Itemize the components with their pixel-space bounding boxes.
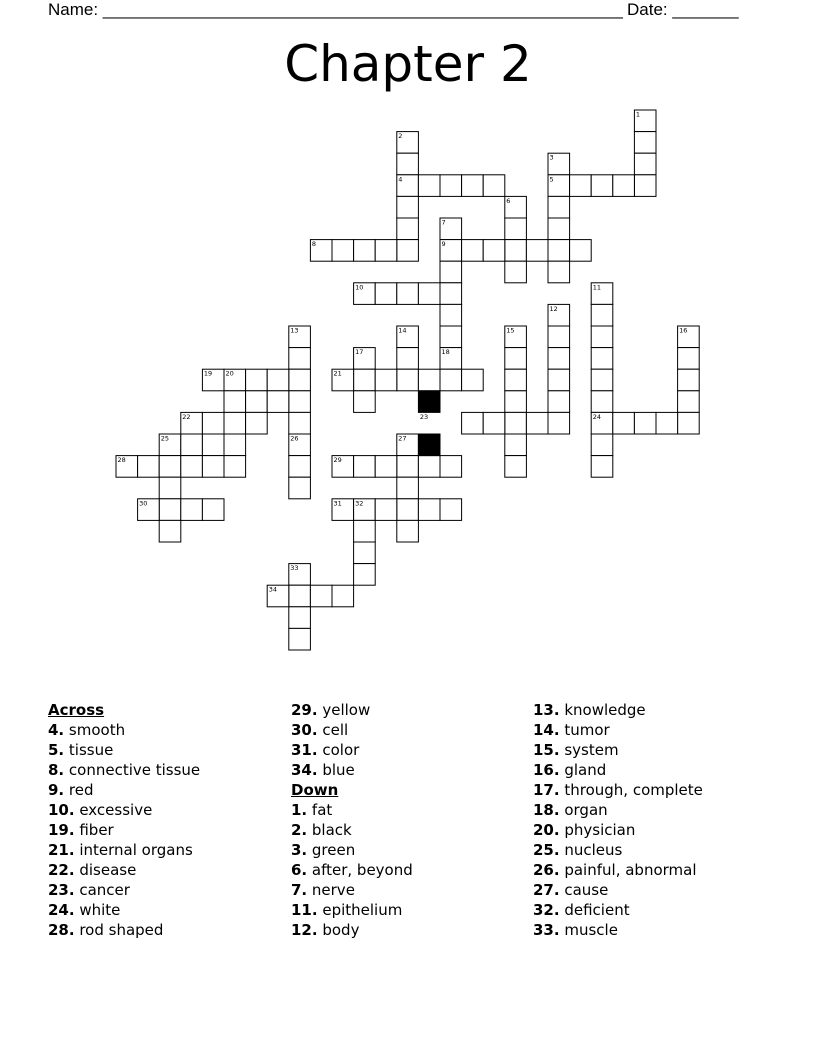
crossword-cell[interactable] [397,218,419,240]
crossword-cell[interactable] [462,412,484,434]
clue-item [291,760,413,780]
crossword-cell[interactable] [548,326,570,348]
clue-text: fiber [74,821,114,839]
crossword-cell[interactable] [375,499,397,521]
clue-text: muscle [559,921,618,939]
clue-number: 10. [48,801,75,819]
clue-number: 30. [291,721,318,739]
crossword-cell[interactable] [591,304,613,326]
clue-text: tissue [64,741,114,759]
crossword-cell[interactable] [138,456,160,478]
clue-item [48,880,200,900]
crossword-cell[interactable] [354,369,376,391]
crossword-cell[interactable] [397,348,419,370]
clue-number-label: 20 [225,369,234,378]
clue-item [48,780,200,800]
clue-number-label: 13 [290,326,299,335]
clue-number-label: 2 [398,132,403,141]
clue-number: 13. [533,701,560,719]
crossword-cell[interactable] [591,434,613,456]
crossword-cell[interactable] [570,240,592,262]
clue-text: color [317,741,360,759]
crossword-cell[interactable] [440,499,462,521]
crossword-cell[interactable] [310,585,332,607]
date-field[interactable]: Date: _______ [627,0,739,19]
crossword-cell[interactable] [505,348,527,370]
clue-number-label: 3 [549,153,554,162]
crossword-cell[interactable] [591,391,613,413]
clue-text: green [307,841,356,859]
clue-number: 31. [291,741,318,759]
crossword-cell[interactable] [440,175,462,197]
clue-item [291,720,413,740]
crossword-cell[interactable] [634,132,656,154]
clue-text: smooth [64,721,126,739]
clue-number-label: 30 [139,499,148,508]
clue-text: fat [307,801,333,819]
clue-item [48,720,200,740]
crossword-cell[interactable] [289,477,311,499]
crossword-black-cell [418,391,440,413]
clue-item [533,700,703,720]
clue-text: nucleus [559,841,623,859]
clue-number: 16. [533,761,560,779]
clue-text: through, complete [559,781,703,799]
clue-number-label: 33 [290,564,299,573]
down-heading: Down [291,781,339,799]
crossword-cell[interactable] [526,412,548,434]
crossword-cell[interactable] [505,218,527,240]
crossword-cell[interactable] [354,520,376,542]
crossword-cell[interactable] [505,240,527,262]
clue-number-label: 11 [592,283,601,292]
clue-item [291,700,413,720]
crossword-cell[interactable] [267,369,289,391]
crossword-cell[interactable] [418,283,440,305]
crossword-cell[interactable] [354,564,376,586]
clue-number: 25. [533,841,560,859]
clue-number: 4. [48,721,65,739]
page-title: Chapter 2 [284,35,532,93]
crossword-cell[interactable] [548,348,570,370]
clue-number: 19. [48,821,75,839]
clue-item [291,860,413,880]
clue-number: 12. [291,921,318,939]
crossword-cell[interactable] [289,412,311,434]
crossword-cell[interactable] [289,628,311,650]
clue-item [533,880,703,900]
clue-number-label: 29 [333,456,342,465]
clue-number: 15. [533,741,560,759]
clue-number-label: 17 [355,348,364,357]
crossword-cell[interactable] [591,348,613,370]
name-field[interactable]: Name: _______________________________________________________ [48,0,623,19]
clue-text: rod shaped [74,921,164,939]
clue-item [533,720,703,740]
crossword-cell[interactable] [397,456,419,478]
clue-text: painful, abnormal [559,861,697,879]
clue-number: 6. [291,861,308,879]
clue-item [48,900,200,920]
crossword-cell[interactable] [591,456,613,478]
crossword-cell[interactable] [440,261,462,283]
crossword-cell[interactable] [289,607,311,629]
clue-number: 1. [291,801,308,819]
clue-number-label: 16 [679,326,688,335]
crossword-cell[interactable] [505,391,527,413]
crossword-cell[interactable] [202,412,224,434]
clue-number: 5. [48,741,65,759]
clues-column-1 [48,700,200,940]
crossword-cell[interactable] [678,348,700,370]
clue-item [533,860,703,880]
crossword-cell[interactable] [159,499,181,521]
clue-text: internal organs [74,841,193,859]
crossword-cell[interactable] [397,196,419,218]
clue-number-label: 18 [441,348,450,357]
clue-number-label: 28 [117,456,126,465]
clue-number: 33. [533,921,560,939]
crossword-cell[interactable] [202,456,224,478]
crossword-cell[interactable] [440,369,462,391]
crossword-cell[interactable] [462,240,484,262]
clue-number-label: 19 [203,369,213,378]
clue-item [48,740,200,760]
crossword-cell[interactable] [224,434,246,456]
crossword-cell[interactable] [505,434,527,456]
crossword-cell[interactable] [159,456,181,478]
clue-number-label: 26 [290,434,299,443]
clue-item [533,840,703,860]
clue-number: 29. [291,701,318,719]
crossword-cell[interactable] [289,348,311,370]
crossword-cell[interactable] [289,391,311,413]
crossword-cell[interactable] [613,175,635,197]
crossword-cell[interactable] [440,304,462,326]
clue-item [533,900,703,920]
crossword-cell[interactable] [397,477,419,499]
crossword-cell[interactable] [181,456,203,478]
clue-number: 20. [533,821,560,839]
clue-item [533,780,703,800]
clue-text: knowledge [559,701,646,719]
crossword-cell[interactable] [332,585,354,607]
crossword-cell[interactable] [440,456,462,478]
clue-number: 14. [533,721,560,739]
crossword-cell[interactable] [202,499,224,521]
clue-text: disease [74,861,137,879]
clue-number: 18. [533,801,560,819]
clue-item [48,920,200,940]
clue-item [291,800,413,820]
clue-number: 26. [533,861,560,879]
clue-number-label: 21 [333,369,342,378]
across-heading: Across [48,701,105,719]
crossword-cell[interactable] [246,369,268,391]
clue-number: 23. [48,881,75,899]
crossword-cell[interactable] [397,520,419,542]
crossword-cell[interactable] [332,240,354,262]
clue-number-label: 8 [311,240,317,249]
clue-number-label: 4 [398,175,403,184]
crossword-cell[interactable] [505,261,527,283]
clue-item [533,920,703,940]
crossword-cell[interactable] [397,369,419,391]
crossword-cell[interactable] [397,499,419,521]
crossword-cell[interactable] [548,391,570,413]
crossword-cell[interactable] [418,369,440,391]
clue-number: 28. [48,921,75,939]
clue-item [291,920,413,940]
crossword-cell[interactable] [267,391,289,413]
clue-number-label: 7 [441,218,446,227]
crossword-cell[interactable] [397,240,419,262]
crossword-cell[interactable] [548,412,570,434]
clue-item [48,820,200,840]
clue-text: excessive [74,801,153,819]
crossword-cell[interactable] [224,456,246,478]
clue-item [48,840,200,860]
clue-text: red [64,781,94,799]
crossword-cell[interactable] [526,240,548,262]
crossword-cell[interactable] [440,326,462,348]
crossword-cell[interactable] [634,175,656,197]
clue-number: 21. [48,841,75,859]
clue-item [48,860,200,880]
crossword-cell[interactable] [375,369,397,391]
clue-item [533,760,703,780]
clue-text: organ [559,801,608,819]
clue-number-label: 5 [549,175,554,184]
crossword-cell[interactable] [548,218,570,240]
clue-item [291,840,413,860]
clue-text: connective tissue [64,761,201,779]
crossword-cell[interactable] [548,240,570,262]
crossword-cell[interactable] [483,240,505,262]
crossword-cell[interactable] [483,412,505,434]
clue-number-label: 1 [635,110,641,119]
clue-number: 11. [291,901,318,919]
clue-number-label: 24 [592,412,601,421]
crossword-black-cell [418,434,440,456]
clue-number-label: 34 [268,585,277,594]
clue-text: tumor [559,721,610,739]
clue-item [48,760,200,780]
clue-text: blue [317,761,355,779]
clue-number-label: 6 [506,196,511,205]
clue-text: yellow [317,701,371,719]
clue-number: 27. [533,881,560,899]
clue-number: 8. [48,761,65,779]
crossword-cell[interactable] [181,499,203,521]
crossword-cell[interactable] [505,456,527,478]
clue-number-label: 22 [182,412,191,421]
crossword-cell[interactable] [548,261,570,283]
crossword-cell[interactable] [224,391,246,413]
clue-number: 3. [291,841,308,859]
clue-number: 22. [48,861,75,879]
clue-item [48,800,200,820]
crossword-cell[interactable] [634,153,656,175]
crossword-cell[interactable] [591,326,613,348]
clue-number-label: 12 [549,304,558,313]
crossword-cell[interactable] [591,175,613,197]
clues-column-2 [291,700,413,940]
clue-text: cause [559,881,609,899]
clue-number-label: 14 [398,326,407,335]
clue-number-label: 23 [419,412,429,421]
crossword-cell[interactable] [570,175,592,197]
clue-number-label: 25 [160,434,169,443]
crossword-cell[interactable] [418,175,440,197]
crossword-cell[interactable] [375,456,397,478]
crossword-cell[interactable] [224,412,246,434]
clue-item [291,820,413,840]
crossword-cell[interactable] [289,369,311,391]
clue-text: after, beyond [307,861,413,879]
crossword-cell[interactable] [678,391,700,413]
crossword-cell[interactable] [246,391,268,413]
clue-number: 9. [48,781,65,799]
crossword-cell[interactable] [289,585,311,607]
crossword-cell[interactable] [354,240,376,262]
crossword-cell[interactable] [462,175,484,197]
clue-text: nerve [307,881,355,899]
crossword-cell[interactable] [375,240,397,262]
clue-item [291,740,413,760]
crossword-cell[interactable] [548,196,570,218]
crossword-cell[interactable] [354,456,376,478]
clue-text: gland [559,761,607,779]
crossword-cell[interactable] [418,456,440,478]
clue-number-label: 31 [333,499,342,508]
clue-number-label: 9 [441,240,446,249]
crossword-cell[interactable] [181,434,203,456]
crossword-cell[interactable] [440,283,462,305]
crossword-cell[interactable] [462,369,484,391]
clue-item [533,740,703,760]
crossword-cell[interactable] [289,456,311,478]
crossword-cell[interactable] [505,369,527,391]
clue-number-label: 10 [355,283,364,292]
clue-number-label: 27 [398,434,407,443]
clue-number-label: 32 [355,499,364,508]
crossword-cell[interactable] [397,153,419,175]
clue-item [533,820,703,840]
crossword-cell[interactable] [159,520,181,542]
crossword-cell[interactable] [354,542,376,564]
clue-text: deficient [559,901,630,919]
crossword-cell[interactable] [159,477,181,499]
crossword-cell[interactable] [202,434,224,456]
clue-text: body [317,921,360,939]
crossword-cell[interactable] [354,391,376,413]
clue-item [291,880,413,900]
clue-item [291,900,413,920]
clue-number: 34. [291,761,318,779]
clue-text: white [74,901,121,919]
clue-number: 24. [48,901,75,919]
clue-item [533,800,703,820]
crossword-cell[interactable] [375,283,397,305]
crossword-cell[interactable] [591,369,613,391]
clue-text: system [559,741,619,759]
crossword-cell[interactable] [634,412,656,434]
clue-number: 17. [533,781,560,799]
clue-text: cell [317,721,349,739]
crossword-cell[interactable] [505,412,527,434]
crossword-cell[interactable] [656,412,678,434]
crossword-cell[interactable] [483,175,505,197]
clue-text: cancer [74,881,130,899]
crossword-cell[interactable] [613,412,635,434]
clue-number-label: 15 [506,326,515,335]
clue-text: physician [559,821,636,839]
clue-text: black [307,821,352,839]
clue-number: 7. [291,881,308,899]
crossword-cell[interactable] [418,499,440,521]
crossword-cell[interactable] [548,369,570,391]
crossword-cell[interactable] [246,412,268,434]
clues-column-3 [533,700,703,940]
crossword-cell[interactable] [397,283,419,305]
clue-number: 2. [291,821,308,839]
crossword-cell[interactable] [678,369,700,391]
crossword-cell[interactable] [678,412,700,434]
clue-text: epithelium [317,901,403,919]
clue-number: 32. [533,901,560,919]
